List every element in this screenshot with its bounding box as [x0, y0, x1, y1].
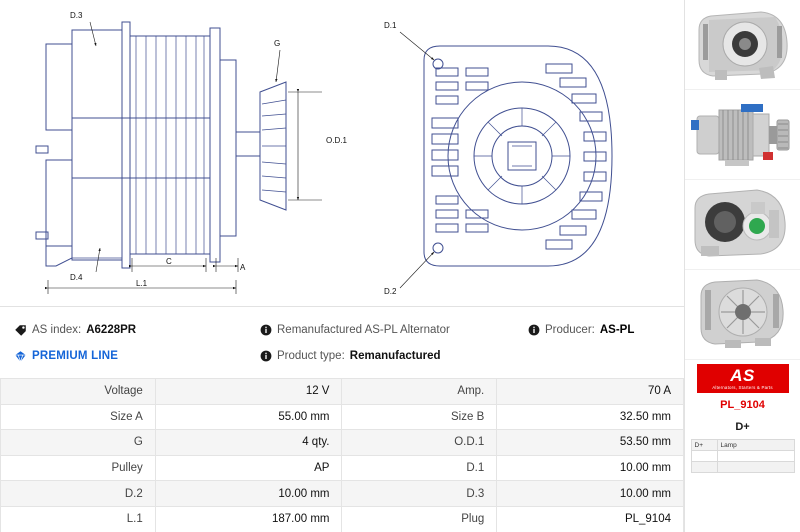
- spec-value: 70 A: [497, 379, 684, 405]
- as-index-cell: [8, 324, 260, 337]
- terminal-desc: [717, 451, 794, 462]
- spec-value: 53.50 mm: [497, 430, 684, 456]
- table-row: [1, 506, 684, 532]
- spec-value: 187.00 mm: [155, 506, 342, 532]
- terminal-legend-table: [691, 439, 795, 473]
- label-d1: D.1: [384, 21, 397, 30]
- specifications-table-wrap: [0, 378, 684, 532]
- spec-value: 32.50 mm: [497, 404, 684, 430]
- spec-key: Size A: [1, 404, 156, 430]
- spec-key: Plug: [342, 506, 497, 532]
- spec-key: G: [1, 430, 156, 456]
- terminal-desc: Lamp: [717, 440, 794, 451]
- spec-key: Voltage: [1, 379, 156, 405]
- plug-code-label: PL_9104: [720, 399, 765, 412]
- product-type-value: Remanufactured: [349, 350, 441, 362]
- product-name-cell: [260, 324, 528, 336]
- terminal-key: [691, 451, 717, 462]
- logo-text: AS: [730, 366, 755, 385]
- product-name: Remanufactured AS-PL Alternator: [277, 324, 450, 336]
- product-type-label: Product type:: [277, 350, 345, 362]
- alternator-technical-drawing: [0, 0, 684, 306]
- info-icon-producer: [528, 324, 540, 336]
- spec-key: O.D.1: [342, 430, 497, 456]
- label-d4: D.4: [70, 273, 83, 282]
- producer-value: AS-PL: [599, 324, 635, 336]
- spec-key: Size B: [342, 404, 497, 430]
- table-row: [691, 440, 794, 451]
- label-d3: D.3: [70, 11, 83, 20]
- info-icon-type: [260, 350, 272, 362]
- technical-drawings: [0, 0, 684, 306]
- label-g: G: [274, 39, 281, 48]
- as-index-label: AS index:: [32, 324, 82, 336]
- spec-value: AP: [155, 455, 342, 481]
- alternator-photo-front[interactable]: [685, 0, 800, 90]
- spec-value: 10.00 mm: [155, 481, 342, 507]
- spec-key: Pulley: [1, 455, 156, 481]
- label-d2: D.2: [384, 287, 397, 296]
- producer-cell: [528, 324, 676, 336]
- alternator-photo-angle[interactable]: [685, 270, 800, 360]
- terminal-label: D+: [735, 421, 750, 434]
- spec-value: 4 qty.: [155, 430, 342, 456]
- spec-value: PL_9104: [497, 506, 684, 532]
- table-row: [1, 404, 684, 430]
- info-icon: [260, 324, 272, 336]
- label-l1: L.1: [136, 279, 148, 288]
- product-info-strip: [0, 306, 684, 378]
- label-od1: O.D.1: [326, 136, 347, 145]
- table-row: [1, 430, 684, 456]
- label-c: C: [166, 257, 172, 266]
- premium-line-cell: [8, 350, 260, 363]
- logo-subtitle: Alternators, Starters & Parts: [712, 385, 773, 390]
- diamond-icon: [14, 350, 27, 363]
- spec-value: 10.00 mm: [497, 481, 684, 507]
- spec-key: D.2: [1, 481, 156, 507]
- alternator-photo-side[interactable]: [685, 90, 800, 180]
- alternator-photo-rear[interactable]: [685, 180, 800, 270]
- spec-value: 55.00 mm: [155, 404, 342, 430]
- table-row: [1, 379, 684, 405]
- as-index-value: A6228PR: [86, 324, 137, 336]
- as-pl-logo: [685, 360, 800, 395]
- terminal-key: D+: [691, 440, 717, 451]
- spec-key: D.1: [342, 455, 497, 481]
- product-photo-column: [684, 0, 800, 532]
- side-view-drawing: [36, 11, 347, 294]
- info-row-2: [8, 343, 676, 369]
- tag-icon: [14, 324, 27, 337]
- premium-line-label: PREMIUM LINE: [32, 350, 119, 362]
- spec-value: 10.00 mm: [497, 455, 684, 481]
- table-row: [691, 451, 794, 462]
- label-a: A: [240, 263, 246, 272]
- spec-key: Amp.: [342, 379, 497, 405]
- table-row: [691, 462, 794, 473]
- info-row-1: [8, 317, 676, 343]
- product-type-cell: [260, 350, 528, 362]
- spec-key: D.3: [342, 481, 497, 507]
- spec-key: L.1: [1, 506, 156, 532]
- terminal-desc: [717, 462, 794, 473]
- front-view-drawing: [384, 21, 612, 296]
- terminal-key: [691, 462, 717, 473]
- table-row: [1, 481, 684, 507]
- table-row: [1, 455, 684, 481]
- specifications-table: [0, 378, 684, 532]
- spec-value: 12 V: [155, 379, 342, 405]
- producer-label: Producer:: [545, 324, 595, 336]
